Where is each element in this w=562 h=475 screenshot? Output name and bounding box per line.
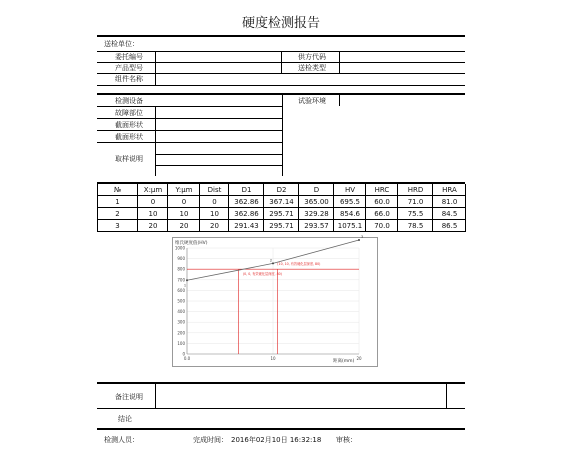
x-tick-label: 10 xyxy=(270,356,276,361)
data-point xyxy=(186,279,188,281)
y-tick-label: 800 xyxy=(177,266,185,272)
cell-hrc: 70.0 xyxy=(374,222,390,230)
header-d1: D1 xyxy=(241,186,252,194)
footer-rule xyxy=(97,428,465,430)
y-tick-label: 600 xyxy=(177,287,185,293)
header-no: № xyxy=(113,186,122,194)
remark-label: 备注说明 xyxy=(115,393,143,401)
top-rule xyxy=(97,35,465,37)
cell-dist: 0 xyxy=(212,198,217,206)
divider xyxy=(155,383,156,408)
header-d: D xyxy=(313,186,320,194)
y-tick-label: 0 xyxy=(182,351,185,357)
submit-unit-label: 送检单位： xyxy=(104,40,139,48)
inspection-type-label: 送检类型 xyxy=(298,64,326,72)
cell-d1: 362.86 xyxy=(234,210,259,218)
table-row xyxy=(97,197,466,208)
cell-dist: 10 xyxy=(210,210,219,218)
y-tick-label: 1000 xyxy=(174,245,185,251)
rule xyxy=(155,154,283,155)
cell-d2: 367.14 xyxy=(269,198,294,206)
divider xyxy=(155,106,156,176)
sampling-note-label: 取样说明 xyxy=(115,155,143,163)
annotation-label: (0, 0, 有效硬化层深度, 80) xyxy=(242,272,282,277)
point-label: 3 xyxy=(361,235,364,240)
cell-d: 365.00 xyxy=(304,198,329,206)
cell-d: 293.57 xyxy=(304,222,329,230)
rule xyxy=(97,118,283,119)
section-rule xyxy=(97,93,465,95)
header-hra: HRA xyxy=(442,186,457,194)
data-point xyxy=(358,239,360,241)
cell-dist: 20 xyxy=(210,222,219,230)
completion-time-value: 2016年02月10日 16:32:18 xyxy=(231,436,322,444)
y-tick-label: 100 xyxy=(177,340,185,346)
header-hv: HV xyxy=(344,186,356,194)
divider xyxy=(339,94,340,106)
rule xyxy=(97,85,465,86)
section-shape-label: 截面形状 xyxy=(115,133,143,141)
table-row xyxy=(97,221,466,232)
cell-d1: 362.86 xyxy=(234,198,259,206)
cell-hra: 81.0 xyxy=(441,198,458,206)
cell-no: 3 xyxy=(115,222,120,230)
cell-d2: 295.71 xyxy=(269,222,294,230)
divider xyxy=(282,94,283,176)
remark-top-rule xyxy=(97,382,465,384)
client-no-label: 委托编号 xyxy=(115,53,143,61)
test-env-label: 试验环境 xyxy=(298,97,326,105)
cell-y: 10 xyxy=(179,210,189,218)
y-tick-label: 700 xyxy=(177,277,185,283)
cell-d: 329.28 xyxy=(304,210,329,218)
supplier-code-label: 供方代码 xyxy=(298,53,326,61)
header-y: Y:μm xyxy=(175,186,193,194)
point-label: 1 xyxy=(183,283,187,288)
component-name-label: 组件名称 xyxy=(115,75,143,83)
section-shape-label: 截面形状 xyxy=(115,121,143,129)
table-header-row xyxy=(97,185,466,196)
rule xyxy=(155,165,283,166)
rule xyxy=(97,130,283,131)
cell-hv: 695.5 xyxy=(339,198,361,206)
cell-hrd: 78.5 xyxy=(407,222,424,230)
header-dist: Dist xyxy=(207,186,222,194)
divider xyxy=(281,51,282,74)
header-x: X:μm xyxy=(143,186,163,194)
data-point xyxy=(272,262,274,264)
report-title: 硬度检测报告 xyxy=(241,16,320,31)
x-tick-label: 20 xyxy=(356,356,362,361)
cell-hra: 86.5 xyxy=(441,222,458,230)
inspector-label: 检测人员： xyxy=(104,436,139,444)
reviewer-label: 审核： xyxy=(336,436,357,444)
cell-hv: 1075.1 xyxy=(337,222,363,230)
cell-y: 20 xyxy=(179,222,189,230)
cell-hv: 854.6 xyxy=(339,210,361,218)
cell-no: 2 xyxy=(115,210,120,218)
cell-x: 20 xyxy=(148,222,158,230)
hardness-chart-svg xyxy=(173,235,377,366)
header-hrd: HRD xyxy=(407,186,424,194)
hardness-chart xyxy=(172,237,378,367)
cell-hrc: 66.0 xyxy=(374,210,390,218)
cell-hra: 84.5 xyxy=(441,210,458,218)
cell-y: 0 xyxy=(181,198,187,206)
header-hrc: HRC xyxy=(374,186,390,194)
cell-hrd: 75.5 xyxy=(407,210,424,218)
header-d2: D2 xyxy=(276,186,287,194)
test-device-label: 检测设备 xyxy=(115,97,143,105)
cell-x: 0 xyxy=(150,198,156,206)
product-model-label: 产品型号 xyxy=(115,64,143,72)
cell-hrd: 71.0 xyxy=(407,198,424,206)
conclusion-label: 结论 xyxy=(118,415,132,423)
annotation-label: (10, 10, 有效硬化层深度, 80) xyxy=(277,262,321,267)
completion-time-label: 完成时间： xyxy=(193,436,228,444)
x-tick-label: 0.0 xyxy=(183,356,191,361)
cell-hrc: 60.0 xyxy=(374,198,390,206)
rule xyxy=(97,106,283,107)
cell-x: 10 xyxy=(148,210,158,218)
cell-no: 1 xyxy=(115,198,120,206)
y-tick-label: 900 xyxy=(177,256,185,262)
point-label: 2 xyxy=(269,258,273,263)
divider xyxy=(446,383,447,408)
y-tick-label: 500 xyxy=(177,298,185,304)
fault-part-label: 故障部位 xyxy=(115,109,143,117)
rule xyxy=(97,408,465,409)
rule xyxy=(97,142,283,143)
divider xyxy=(339,51,340,74)
y-tick-label: 300 xyxy=(177,319,185,325)
y-tick-label: 400 xyxy=(177,309,185,315)
divider xyxy=(155,51,156,85)
y-tick-label: 200 xyxy=(177,330,185,336)
cell-d2: 295.71 xyxy=(269,210,294,218)
chart-y-label: 维氏硬度值(HV) xyxy=(175,241,208,246)
table-row xyxy=(97,209,466,220)
chart-x-label: 距离(mm) xyxy=(333,359,355,364)
cell-d1: 291.43 xyxy=(234,222,259,230)
